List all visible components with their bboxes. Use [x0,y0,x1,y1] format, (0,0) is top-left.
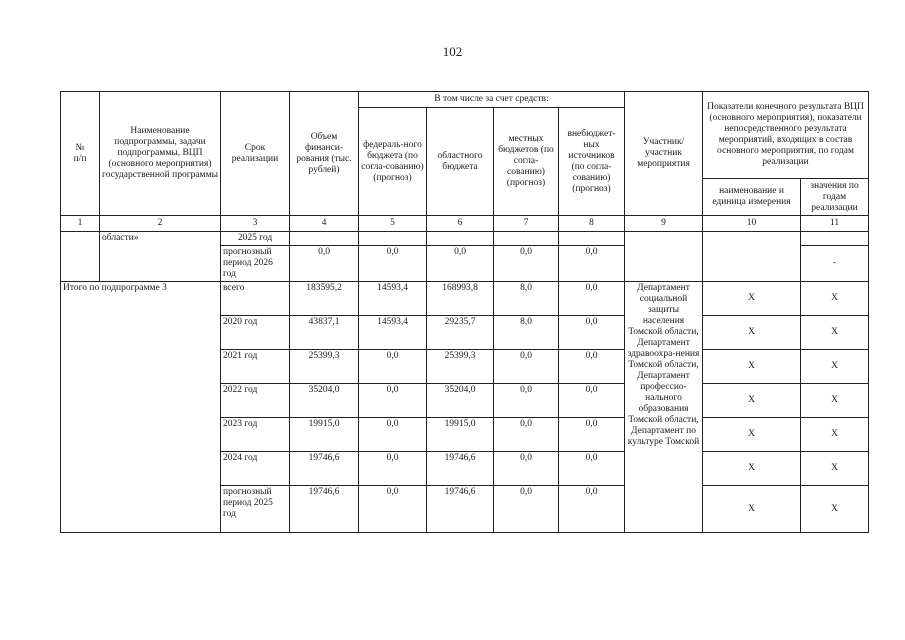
row-indicator-value: Х [801,282,869,316]
row-volume: 19746,6 [290,486,359,533]
row-term: 2022 год [221,384,290,418]
row-federal: 0,0 [359,384,427,418]
row-indicator-value: - [801,246,869,282]
row-extra: 0,0 [559,384,625,418]
row-federal: 0,0 [359,350,427,384]
row-federal: 0,0 [359,486,427,533]
row-volume: 19915,0 [290,418,359,452]
row-local: 0,0 [494,246,559,282]
row-indicator-value: Х [801,384,869,418]
row-term: 2020 год [221,316,290,350]
row-local: 0,0 [494,486,559,533]
row-extra: 0,0 [559,282,625,316]
row-regional: 0,0 [427,246,494,282]
row-term: прогнозный период 2025 год [221,486,290,533]
row-volume: 0,0 [290,246,359,282]
row-indicator-name: Х [703,350,801,384]
header-number: № п/п [61,92,100,216]
row-volume: 43837,1 [290,316,359,350]
header-regional: областного бюджета [427,108,494,216]
row-federal: 0,0 [359,246,427,282]
header-participant: Участник/ участник мероприятия [625,92,703,216]
total-name: Итого по подпрограмме 3 [61,282,221,533]
row-extra: 0,0 [559,350,625,384]
column-numbers-row [61,216,869,232]
row-indicator-name: Х [703,282,801,316]
header-local: местных бюджетов (по согла-сованию) (прогноз) [494,108,559,216]
page-number: 102 [442,44,463,59]
column-number: 7 [494,216,559,232]
row-regional: 19746,6 [427,486,494,533]
header-volume: Объем финанси-рования (тыс. рублей) [290,92,359,216]
row-term: 2024 год [221,452,290,486]
row-extra: 0,0 [559,246,625,282]
row-indicator-name: Х [703,452,801,486]
row-indicator-name: Х [703,384,801,418]
row-indicator-name [703,232,801,282]
row-federal: 14593,4 [359,316,427,350]
column-number: 6 [427,216,494,232]
row-regional: 29235,7 [427,316,494,350]
row-local: 8,0 [494,282,559,316]
header-term: Срок реализации [221,92,290,216]
row-volume: 25399,3 [290,350,359,384]
column-number: 2 [100,216,221,232]
column-number: 8 [559,216,625,232]
row-local: 0,0 [494,418,559,452]
row-term: всего [221,282,290,316]
header-indicator-values: значения по годам реализации [801,179,869,216]
row-indicator-value [801,232,869,246]
header-extra: внебюджет-ных источников (по согла-сованию) (прогноз) [559,108,625,216]
row-indicator-value: Х [801,316,869,350]
row-extra: 0,0 [559,452,625,486]
row-extra: 0,0 [559,486,625,533]
row-participant [625,232,703,282]
total-participant: Департамент социальной защиты населения Томской области, Департамент здравоохра-нения Томской области, Департамент профессио-нального образования Томской области, Департамент по культуре Томской [625,282,703,533]
row-local [494,232,559,246]
row-indicator-name: Х [703,316,801,350]
table-row [61,282,869,316]
row-local: 8,0 [494,316,559,350]
row-volume [290,232,359,246]
header-federal: федераль-ного бюджета (по согла-сованию) (прогноз) [359,108,427,216]
row-volume: 183595,2 [290,282,359,316]
row-federal: 0,0 [359,418,427,452]
column-number: 9 [625,216,703,232]
row-indicator-value: Х [801,452,869,486]
row-term: 2021 год [221,350,290,384]
row-term: 2023 год [221,418,290,452]
row-regional: 25399,3 [427,350,494,384]
row-volume: 35204,0 [290,384,359,418]
row-regional: 19746,6 [427,452,494,486]
column-number: 5 [359,216,427,232]
row-regional [427,232,494,246]
row-federal [359,232,427,246]
column-number: 11 [801,216,869,232]
row-extra [559,232,625,246]
row-volume: 19746,6 [290,452,359,486]
row-indicator-value: Х [801,486,869,533]
row-indicator-name: Х [703,486,801,533]
row-extra: 0,0 [559,418,625,452]
row-local: 0,0 [494,350,559,384]
row-regional: 168993,8 [427,282,494,316]
row-federal: 0,0 [359,452,427,486]
column-number: 3 [221,216,290,232]
row-local: 0,0 [494,384,559,418]
row-term: прогнозный период 2026 год [221,246,290,282]
header-indicator-name: наименование и единица измерения [703,179,801,216]
row-regional: 35204,0 [427,384,494,418]
budget-table [60,91,869,533]
row-number-cell [61,232,100,282]
header-name: Наименование подпрограммы, задачи подпрограммы, ВЦП (основного мероприятия) государственной программы [100,92,221,216]
row-term: 2025 год [221,232,290,246]
column-number: 4 [290,216,359,232]
table-row [61,232,869,246]
row-federal: 14593,4 [359,282,427,316]
row-extra: 0,0 [559,316,625,350]
row-local: 0,0 [494,452,559,486]
column-number: 1 [61,216,100,232]
column-number: 10 [703,216,801,232]
row-indicator-value: Х [801,418,869,452]
row-indicator-name: Х [703,418,801,452]
header-indicators: Показатели конечного результата ВЦП (основного мероприятия), показатели непосредственного результата мероприятий, входящих в состав основного мероприятия, по годам реализации [703,92,869,179]
row-name: области» [100,232,221,282]
header-including: В том числе за счет средств: [359,92,625,108]
row-indicator-value: Х [801,350,869,384]
row-regional: 19915,0 [427,418,494,452]
